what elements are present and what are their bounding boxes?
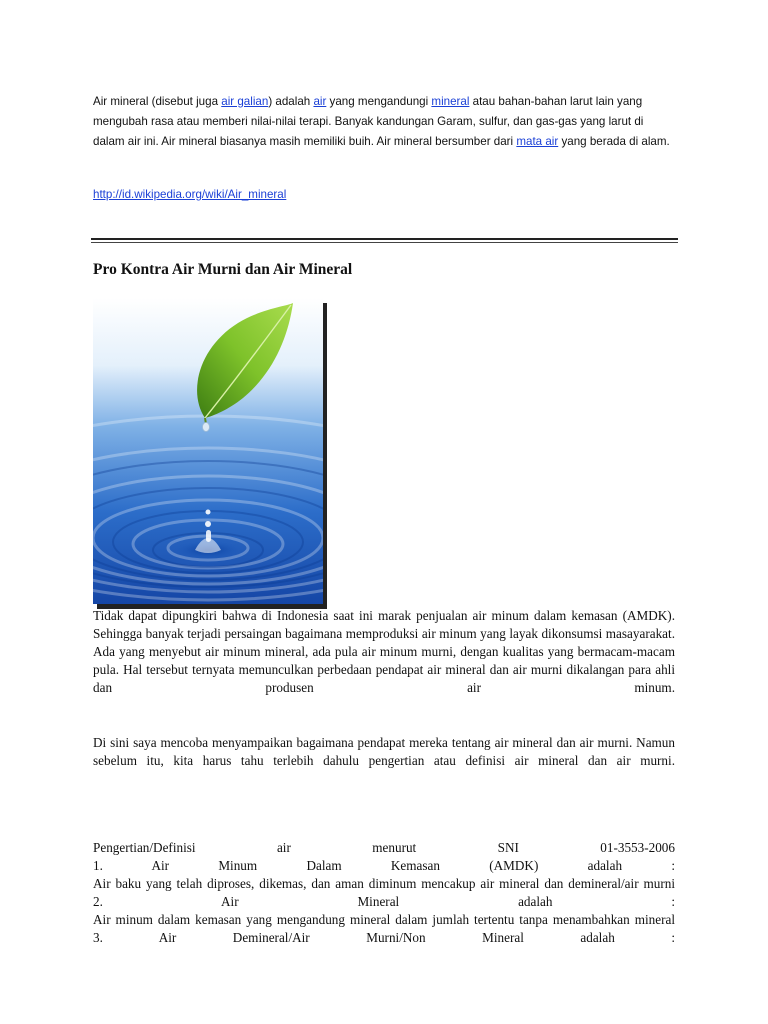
- link-air[interactable]: air: [313, 95, 327, 108]
- divider-thin: [91, 242, 678, 243]
- article-title: Pro Kontra Air Murni dan Air Mineral: [93, 261, 353, 278]
- definition-item-2-title: 2. Air Mineral adalah :: [93, 894, 675, 909]
- divider-thick: [91, 238, 678, 240]
- paragraph-1-text: Tidak dapat dipungkiri bahwa di Indonesia saat ini marak penjualan air minum dalam kemasan (AMDK). Sehingga banyak terjadi persaingan bagaimana memproduksi air minum yang layak dikonsumsi masayarakat. Ada yang menyebut air minum mineral, ada pula air minum murni, dengan kualitas yang bermacam-macam pula. Hal tersebut ternyata memunculkan perbedaan pendapat air mineral dan air murni dikalangan para ahli dan produsen air minum.: [93, 608, 675, 695]
- definition-item-1-body: Air baku yang telah diproses, dikemas, dan aman diminum mencakup air mineral dan demineral/air murni: [93, 876, 675, 891]
- intro-text: Air mineral: [93, 95, 149, 108]
- intro-text: (disebut juga: [148, 95, 222, 108]
- intro-paragraph: [93, 92, 678, 152]
- link-air-galian[interactable]: air galian: [221, 95, 269, 108]
- definition-item-2-body: Air minum dalam kemasan yang mengandung mineral dalam jumlah tertentu tanpa menambahkan mineral: [93, 912, 675, 927]
- paragraph-2-text: Di sini saya mencoba menyampaikan bagaimana pendapat mereka tentang air mineral dan air murni. Namun sebelum itu, kita harus tahu terlebih dahulu pengertian atau definisi air mineral dan air murni.: [93, 735, 675, 768]
- definitions-section: [93, 839, 675, 947]
- link-mata-air[interactable]: mata air: [516, 135, 559, 148]
- definition-item-3-title: 3. Air Demineral/Air Murni/Non Mineral adalah :: [93, 930, 675, 945]
- intro-text: yang mengandungi: [326, 95, 432, 108]
- definition-item-1-title: 1. Air Minum Dalam Kemasan (AMDK) adalah :: [93, 858, 675, 873]
- link-mineral[interactable]: mineral: [431, 95, 470, 108]
- water-drop-leaf-photo: [93, 298, 323, 604]
- intro-text: yang berada di alam.: [558, 135, 670, 148]
- intro-text: ) adalah: [268, 95, 314, 108]
- paragraph-2: [93, 734, 675, 770]
- source-line: [93, 185, 286, 205]
- source-link[interactable]: http://id.wikipedia.org/wiki/Air_mineral: [93, 188, 287, 201]
- intro-text: atau bahan-bahan larut lain yang mengubah rasa atau memberi nilai-nilai terapi. Banyak kandungan Garam, sulfur, dan gas-gas yang larut di dalam air ini. Air mineral biasanya masih memiliki buih. Air mineral bersumber dari: [93, 95, 644, 148]
- definitions-heading: Pengertian/Definisi air menurut SNI 01-3553-2006: [93, 840, 675, 855]
- paragraph-1: [93, 607, 675, 697]
